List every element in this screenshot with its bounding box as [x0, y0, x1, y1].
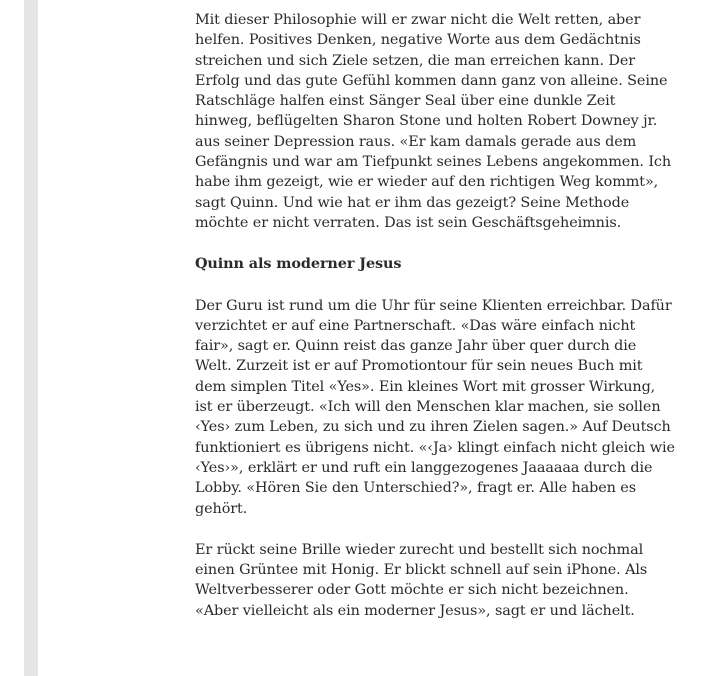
- left-rail: [24, 0, 38, 676]
- article-paragraph: Mit dieser Philosophie will er zwar nicht die Welt retten, aber helfen. Positives Denken, negative Worte aus dem Gedächtnis streichen und sich Ziele setzen, die man erreichen kann. Der Erfolg und das gute Gefühl kommen dann ganz von alleine. Seine Ratschläge halfen einst Sänger Seal über eine dunkle Zeit hinweg, beflügelten Sharon Stone und holten Robert Downey jr. aus seiner Depression raus. «Er kam damals gerade aus dem Gefängnis und war am Tiefpunkt seines Lebens angekommen. Ich habe ihm gezeigt, wie er wieder auf den richtigen Weg kommt», sagt Quinn. Und wie hat er ihm das gezeigt? Seine Methode möchte er nicht verraten. Das ist sein Geschäftsgeheimnis.: [195, 12, 672, 231]
- article-subheading: Quinn als moderner Jesus: [195, 255, 402, 273]
- article-body: [195, 10, 675, 642]
- article-paragraph: Er rückt seine Brille wieder zurecht und bestellt sich nochmal einen Grüntee mit Honig. Er blickt schnell auf sein iPhone. Als Weltverbesserer oder Gott möchte er sich nicht bezeichnen. «Aber vielleicht als ein moderner Jesus», sagt er und lächelt.: [195, 541, 648, 619]
- article-paragraph: Der Guru ist rund um die Uhr für seine Klienten erreichbar. Dafür verzichtet er auf eine Partnerschaft. «Das wäre einfach nicht fair», sagt er. Quinn reist das ganze Jahr über quer durch die Welt. Zurzeit ist er auf Promotiontour für sein neues Buch mit dem simplen Titel «Yes». Ein kleines Wort mit grosser Wirkung, ist er überzeugt. «Ich will den Menschen klar machen, sie sollen ‹Yes› zum Leben, zu sich und zu ihren Zielen sagen.» Auf Deutsch funktioniert es übrigens nicht. «‹Ja› klingt einfach nicht gleich wie ‹Yes›», erklärt er und ruft ein langgezogenes Jaaaaaa durch die Lobby. «Hören Sie den Unterschied?», fragt er. Alle haben es gehört.: [195, 297, 675, 517]
